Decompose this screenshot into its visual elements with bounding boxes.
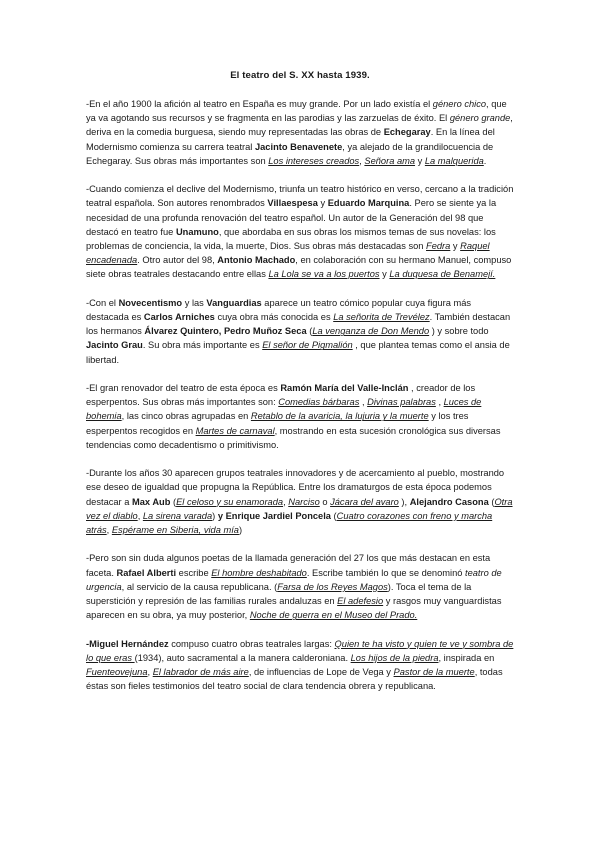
bold-name: Álvarez Quintero, Pedro Muñoz Seca (144, 326, 307, 337)
text-run: , (435, 397, 444, 408)
text-run: ( (330, 510, 337, 521)
work-title: Fuenteovejuna (86, 667, 148, 678)
text-run: , deriva en la comedia burguesa, siendo muy representadas las obras de (86, 113, 513, 138)
document-body (86, 97, 516, 708)
italic-term: teatro de urgencia (86, 567, 502, 592)
work-title: El adefesio (337, 596, 384, 607)
paragraph-5 (86, 466, 516, 537)
work-title: Jácara del avaro (330, 496, 399, 507)
bold-name: Vanguardias (206, 297, 262, 308)
text-run: escribe (176, 567, 212, 578)
bold-name: Eduardo Marquina (327, 198, 410, 209)
paragraph-2 (86, 182, 516, 281)
work-title: Martes de carnaval (195, 425, 275, 436)
text-run: . Escribe también lo que se denominó (306, 567, 465, 578)
bold-name: Jacinto Benavenete (254, 141, 343, 152)
text-run: , que plantea temas como el ansia de libertad. (86, 340, 510, 365)
work-title: Farsa de los Reyes Magos (277, 581, 388, 592)
work-title: El hombre deshabitado (211, 567, 307, 578)
bold-name: Echegaray (383, 127, 431, 138)
text-run: ), (398, 496, 410, 507)
text-run: aparece un teatro cómico popular cuya figura más destacada es (86, 297, 472, 323)
work-title: Fedra (426, 241, 451, 252)
text-run: y (317, 198, 328, 209)
text-run: -Cuando comienza el declive del Modernismo, triunfa un teatro histórico en verso, cercano a la tradición teatral española. Son autores renombrados (86, 184, 514, 209)
work-title: Cuatro corazones con freno y marcha atrás (86, 510, 493, 536)
text-run: y (379, 269, 390, 280)
work-title: Comedias bárbaras (278, 397, 360, 408)
bold-name: Unamuno (175, 226, 219, 237)
text-run: y (450, 241, 461, 252)
text-run: -Durante los años 30 aparecen grupos teatrales innovadores y de acercamiento al pueblo, mostrando ese deseo de igualdad que propugna la República. Entre los dramaturgos de esta época podemos destacar a (86, 468, 505, 507)
text-run: -Con el (86, 297, 119, 308)
text-run: o (319, 496, 331, 507)
text-run: . Su obra más importante es (142, 340, 263, 351)
text-run: -El gran renovador del teatro de esta época es (86, 383, 281, 394)
work-title: Los intereses creados (268, 155, 360, 166)
bold-name: Carlos Arniches (143, 312, 215, 323)
work-title: Quien te ha visto y quien te ve y sombra de lo que eras (86, 638, 514, 663)
work-title: Retablo de la avaricia, la lujuria y la muerte (250, 411, 429, 422)
text-run: . Otro autor del 98, (137, 255, 218, 266)
text-run: y los tres esperpentos recogidos en (86, 411, 469, 436)
text-run: , inspirada en (438, 652, 495, 663)
text-run: compuso cuatro obras teatrales largas: (168, 638, 335, 649)
work-title: La Lola se va a los puertos (268, 269, 380, 280)
paragraph-1 (86, 97, 516, 168)
text-run: ) (212, 510, 218, 521)
text-run: , (147, 667, 153, 678)
text-run: -Pero son sin duda algunos poetas de la llamada generación del 27 los que más destacan en esta faceta. (86, 553, 491, 578)
text-run: , mostrando en esta sucesión cronológica sus diversas tendencias como decadentismo o primitivismo. (86, 425, 501, 450)
work-title: Espérame en Siberia, vida mía (111, 525, 239, 536)
bold-name: Rafael Alberti (116, 567, 177, 578)
text-run: -En el año 1900 la afición al teatro en España es muy grande. Por un lado existía el (86, 99, 433, 109)
work-title: Raquel encadenada (86, 241, 490, 266)
work-title: La señorita de Trevélez (333, 312, 430, 323)
text-run: , (283, 496, 289, 507)
text-run: , las cinco obras agrupadas en (121, 411, 251, 422)
paragraph-4 (86, 381, 516, 452)
bold-name: -Miguel Hernández (86, 638, 169, 649)
text-run: ( (170, 496, 177, 507)
page-title: El teatro del S. XX hasta 1939. (230, 70, 370, 81)
paragraph-6 (86, 551, 516, 622)
text-run: , (359, 155, 365, 166)
text-run: . Pero se siente ya la necesidad de una profunda renovación del teatro español. Un autor de la Generación del 98 que destacó en teatro fue (86, 198, 497, 237)
text-run: , ya alejado de la grandilocuencia de Echegaray. Sus obras más importantes son (86, 141, 494, 166)
bold-name: Max Aub (132, 496, 171, 507)
text-run: . En la línea del Modernismo comienza su carrera teatral (86, 127, 495, 152)
text-run: ) (238, 525, 243, 536)
bold-name: Jacinto Grau (86, 340, 143, 351)
work-title: Señora ama (364, 155, 416, 166)
bold-name: Antonio Machado (217, 255, 296, 266)
text-run: , que ya va agotando sus recursos y se fragmenta en las parodias y las zarzuelas de éxito. El (86, 99, 507, 124)
text-run: y rasgos muy vanguardistas aparecen en su obra, ya muy posterior, (86, 596, 502, 621)
text-run: ( (488, 496, 495, 507)
work-title: La malquerida (424, 155, 484, 166)
paragraph-3 (86, 296, 516, 367)
bold-name: Alejandro Casona (409, 496, 489, 507)
text-run: cuya obra más conocida es (214, 312, 334, 323)
text-run: . (483, 155, 487, 166)
work-title: El labrador de más aire (152, 667, 249, 678)
bold-name: y Enrique Jardiel Poncela (217, 510, 331, 521)
bold-name: Villaespesa (267, 198, 318, 209)
italic-term: género grande (449, 113, 511, 124)
work-title: Otra vez el diablo (86, 496, 513, 521)
work-title: El celoso y su enamorada (176, 496, 284, 507)
text-run: , en colaboración con su hermano Manuel, compuso siete obras teatrales destacando entre ellas (86, 255, 512, 280)
work-title: Divinas palabras (367, 397, 436, 408)
text-run: . También destacan los hermanos (86, 312, 511, 337)
text-run: ( (306, 326, 313, 337)
work-title: Luces de bohemia (86, 397, 482, 422)
italic-term: género chico (432, 99, 487, 109)
text-run: (1934), auto sacramental a la manera calderoniana. (134, 652, 351, 663)
text-run: ). Toca el tema de la superstición y represión de las familias rurales andaluzas en (86, 581, 472, 607)
work-title: La duquesa de Benamejí. (389, 269, 496, 280)
work-title: Los hijos de la piedra (350, 652, 439, 663)
text-run: , al servicio de la causa republicana. ( (121, 581, 278, 592)
text-run: , de influencias de Lope de Vega y (248, 667, 394, 678)
bold-name: Ramón María del Valle-Inclán (280, 383, 409, 394)
bold-name: Novecentismo (118, 297, 183, 308)
work-title: El señor de Pigmalión (262, 340, 353, 351)
paragraph-7 (86, 637, 516, 694)
text-run: , (106, 525, 112, 536)
work-title: La sirena varada (142, 510, 213, 521)
work-title: Noche de guerra en el Museo del Prado. (249, 610, 418, 621)
text-run: y las (182, 297, 207, 308)
text-run: , creador de los esperpentos. Sus obras más importantes son: (86, 383, 476, 408)
work-title: La venganza de Don Mendo (312, 326, 430, 337)
text-run: , (359, 397, 368, 408)
text-run: , (137, 510, 143, 521)
work-title: Narciso (288, 496, 320, 507)
text-run: ) y sobre todo (429, 326, 489, 337)
work-title: Pastor de la muerte (393, 667, 475, 678)
text-run: , todas éstas son fieles testimonios del teatro social de clara tendencia obrera y republicana. (86, 667, 503, 692)
text-run: , que abordaba en sus obras los mismos temas de sus novelas: los problemas de conciencia, la vida, la muerte, Dios. Sus obras más destacadas son (86, 226, 496, 252)
text-run: y (415, 155, 425, 166)
